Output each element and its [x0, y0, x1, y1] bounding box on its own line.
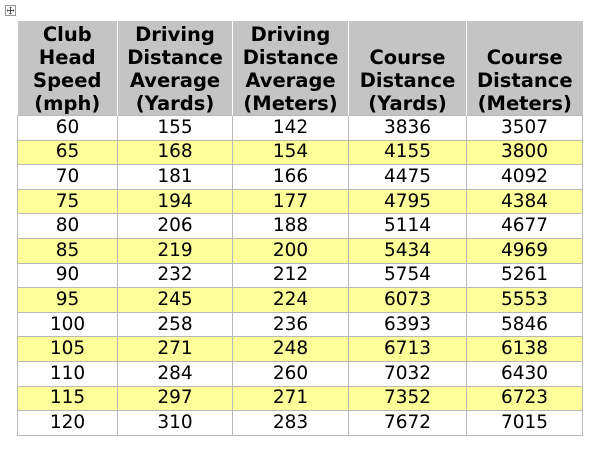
cell-course-meters: 7015 [467, 411, 583, 436]
cell-course-yards: 7672 [349, 411, 467, 436]
cell-drive-yards: 168 [118, 140, 233, 165]
cell-drive-meters: 283 [233, 411, 349, 436]
cell-drive-meters: 177 [233, 189, 349, 214]
cell-course-meters: 3800 [467, 140, 583, 165]
header-line: Distance [476, 69, 573, 92]
cell-drive-meters: 142 [233, 116, 349, 141]
cell-course-yards: 5434 [349, 238, 467, 263]
cell-drive-yards: 310 [118, 411, 233, 436]
cell-speed: 105 [18, 337, 118, 362]
table-move-handle-icon[interactable] [5, 5, 16, 16]
cell-drive-meters: 271 [233, 386, 349, 411]
cell-speed: 115 [18, 386, 118, 411]
header-line: (Yards) [135, 92, 215, 115]
cell-drive-yards: 284 [118, 361, 233, 386]
cell-course-yards: 7032 [349, 361, 467, 386]
header-driving-distance-meters [233, 21, 349, 116]
cell-course-meters: 4677 [467, 214, 583, 239]
header-line: Speed [33, 69, 102, 92]
cell-course-meters: 5553 [467, 288, 583, 313]
cell-course-yards: 4155 [349, 140, 467, 165]
table-row [18, 361, 583, 386]
cell-drive-meters: 212 [233, 263, 349, 288]
cell-course-meters: 4092 [467, 165, 583, 190]
header-line: Course [369, 46, 446, 69]
table-row [18, 386, 583, 411]
header-club-head-speed [18, 21, 118, 116]
cell-course-yards: 4795 [349, 189, 467, 214]
header-line: (Yards) [368, 92, 447, 115]
cell-course-yards: 5114 [349, 214, 467, 239]
cell-speed: 90 [18, 263, 118, 288]
cell-drive-yards: 194 [118, 189, 233, 214]
table-row [18, 238, 583, 263]
header-line: (mph) [34, 92, 101, 115]
cell-drive-yards: 258 [118, 312, 233, 337]
table-row [18, 312, 583, 337]
cell-course-meters: 3507 [467, 116, 583, 141]
header-line: (Meters) [477, 92, 572, 115]
table-row [18, 214, 583, 239]
header-line: Average [245, 69, 336, 92]
header-driving-distance-yards [118, 21, 233, 116]
header-line: Head [38, 46, 96, 69]
cell-course-yards: 3836 [349, 116, 467, 141]
cell-course-yards: 7352 [349, 386, 467, 411]
cell-course-meters: 5846 [467, 312, 583, 337]
header-line: Driving [250, 23, 331, 46]
cell-speed: 80 [18, 214, 118, 239]
cell-speed: 100 [18, 312, 118, 337]
header-line: Distance [242, 46, 339, 69]
cell-drive-yards: 155 [118, 116, 233, 141]
table-row [18, 116, 583, 141]
header-course-distance-meters [467, 21, 583, 116]
header-line: (Meters) [243, 92, 338, 115]
header-line: Course [486, 46, 563, 69]
cell-speed: 75 [18, 189, 118, 214]
table-row [18, 140, 583, 165]
cell-speed: 110 [18, 361, 118, 386]
cell-course-meters: 4969 [467, 238, 583, 263]
table-row [18, 189, 583, 214]
cell-drive-meters: 260 [233, 361, 349, 386]
cell-course-meters: 6723 [467, 386, 583, 411]
cell-drive-yards: 271 [118, 337, 233, 362]
cell-drive-yards: 219 [118, 238, 233, 263]
cell-speed: 95 [18, 288, 118, 313]
cell-speed: 65 [18, 140, 118, 165]
cell-drive-yards: 206 [118, 214, 233, 239]
table-row [18, 263, 583, 288]
cell-drive-meters: 200 [233, 238, 349, 263]
table-row [18, 411, 583, 436]
cell-speed: 85 [18, 238, 118, 263]
cell-course-yards: 6713 [349, 337, 467, 362]
header-line: Average [129, 69, 221, 92]
cell-course-meters: 6430 [467, 361, 583, 386]
header-course-distance-yards [349, 21, 467, 116]
cell-course-yards: 6073 [349, 288, 467, 313]
cell-drive-meters: 224 [233, 288, 349, 313]
header-line: Distance [359, 69, 456, 92]
header-row [18, 21, 583, 116]
table-row [18, 337, 583, 362]
cell-drive-meters: 236 [233, 312, 349, 337]
header-line: Driving [135, 23, 215, 46]
header-line: Distance [127, 46, 223, 69]
cell-drive-yards: 181 [118, 165, 233, 190]
golf-distance-table [17, 21, 583, 436]
table-row [18, 288, 583, 313]
cell-drive-meters: 248 [233, 337, 349, 362]
cell-drive-meters: 154 [233, 140, 349, 165]
cell-speed: 120 [18, 411, 118, 436]
header-line: Club [42, 23, 92, 46]
table-row [18, 165, 583, 190]
cell-drive-meters: 166 [233, 165, 349, 190]
cell-drive-yards: 297 [118, 386, 233, 411]
cell-speed: 60 [18, 116, 118, 141]
cell-course-meters: 6138 [467, 337, 583, 362]
cell-drive-yards: 232 [118, 263, 233, 288]
cell-course-yards: 4475 [349, 165, 467, 190]
cell-speed: 70 [18, 165, 118, 190]
cell-course-yards: 5754 [349, 263, 467, 288]
cell-drive-yards: 245 [118, 288, 233, 313]
cell-drive-meters: 188 [233, 214, 349, 239]
cell-course-meters: 4384 [467, 189, 583, 214]
four-arrows-icon [6, 6, 15, 15]
cell-course-meters: 5261 [467, 263, 583, 288]
cell-course-yards: 6393 [349, 312, 467, 337]
